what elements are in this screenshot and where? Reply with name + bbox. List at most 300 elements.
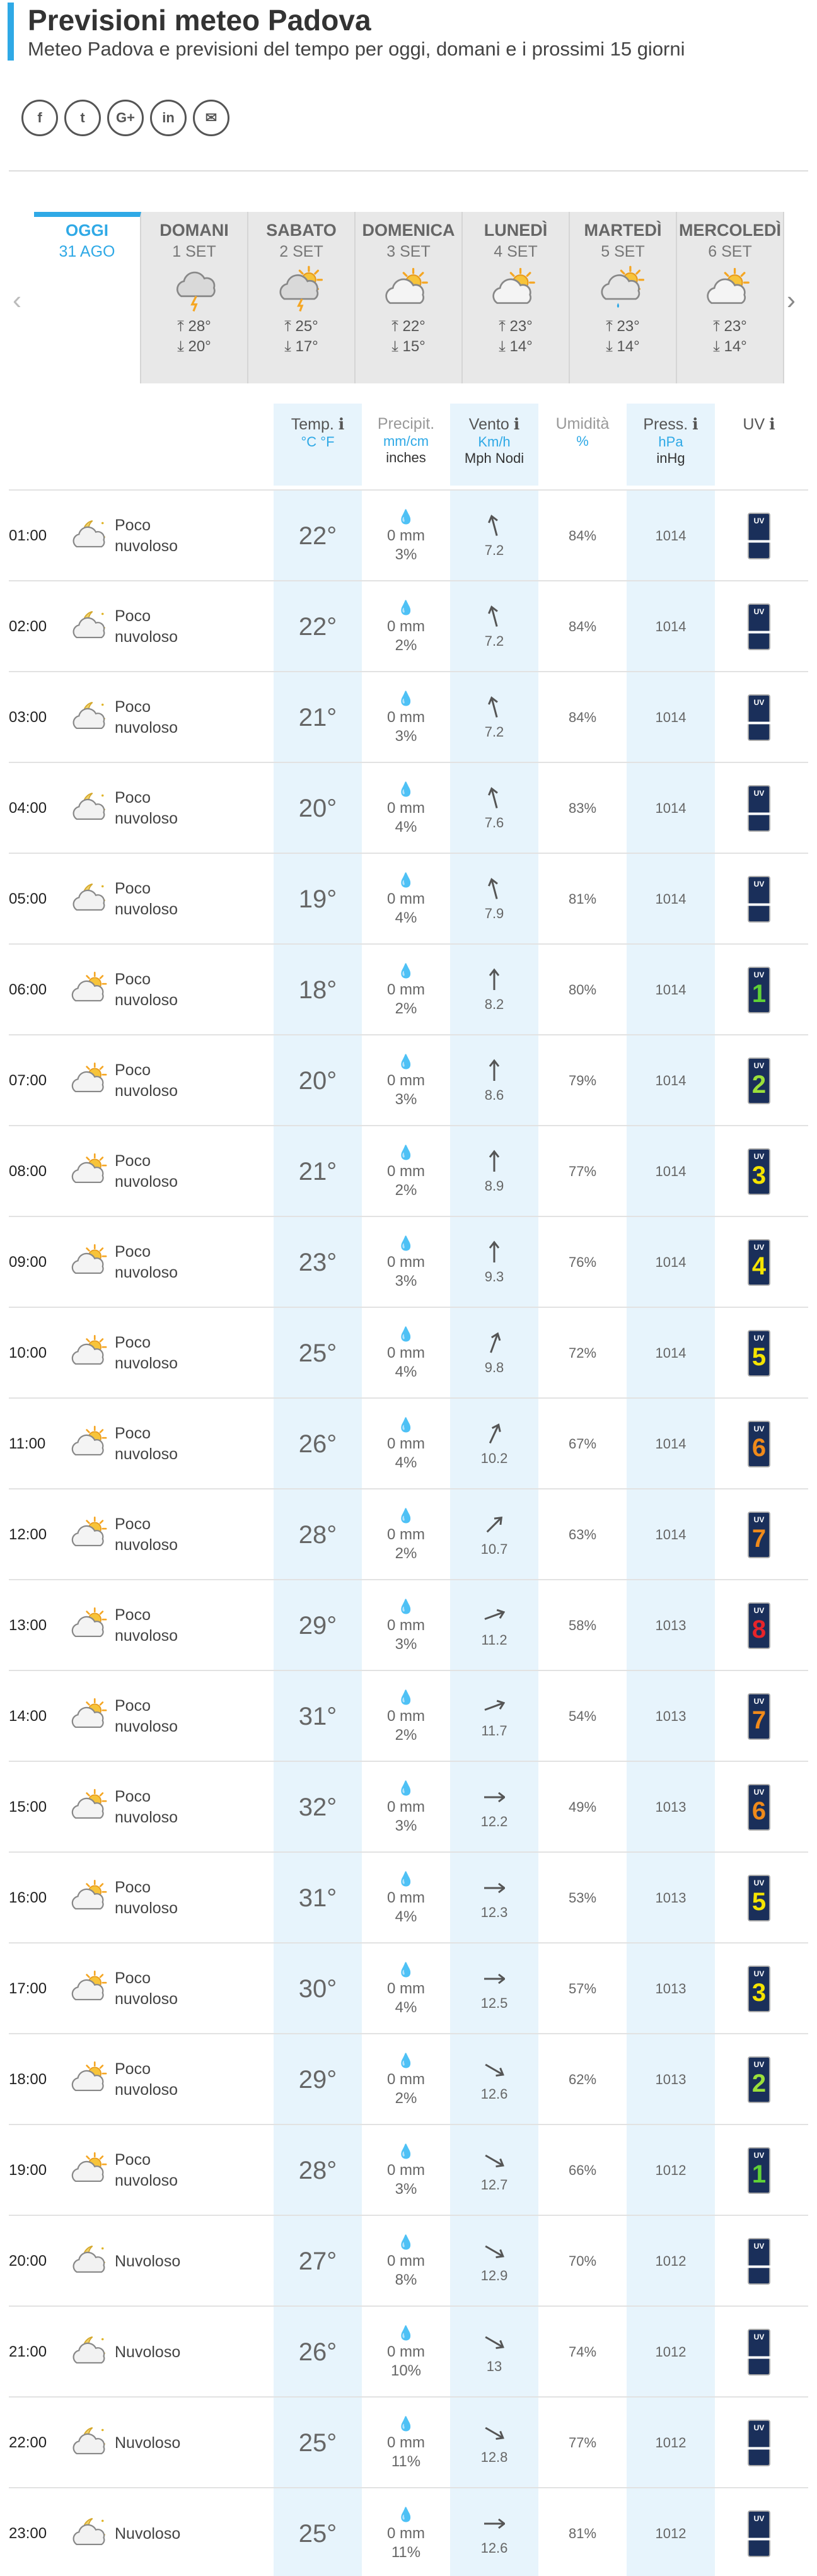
- row-uv: [715, 2307, 803, 2398]
- row-precip-amount: 0 mm: [387, 2434, 425, 2451]
- divider: [9, 170, 808, 172]
- day-max-temp: [248, 317, 354, 337]
- uv-index-badge: UV 7: [748, 1512, 770, 1558]
- row-precip-amount: 0 mm: [387, 981, 425, 998]
- chevron-right-icon[interactable]: ›: [787, 285, 796, 315]
- uv-index-value: —: [746, 2342, 772, 2370]
- row-time: 20:00: [9, 2253, 47, 2270]
- uv-index-value: —: [746, 889, 772, 917]
- row-uv: [715, 2398, 803, 2488]
- col-prec-header: [362, 404, 450, 486]
- drop-icon: 💧: [397, 1599, 415, 1614]
- table-row: [9, 489, 808, 580]
- row-description: Poco nuvoloso: [115, 1334, 178, 1372]
- row-wind-speed: 11.2: [481, 1632, 507, 1648]
- wind-direction-icon: [484, 1785, 505, 1814]
- row-wind: [450, 763, 538, 854]
- row-wind: [450, 2216, 538, 2307]
- drop-icon: 💧: [397, 2325, 415, 2341]
- row-time: 12:00: [9, 1526, 47, 1543]
- row-description: Poco nuvoloso: [115, 2151, 178, 2189]
- row-precipitation: [362, 2398, 450, 2488]
- row-pressure: 1014: [627, 854, 715, 945]
- uv-index-value: 8: [751, 1616, 767, 1643]
- row-pressure: 1014: [627, 672, 715, 763]
- col-prec-units-alt[interactable]: inches: [386, 450, 426, 465]
- min-arrow-icon: ⤓: [284, 338, 296, 355]
- row-time: 01:00: [9, 527, 47, 544]
- uv-index-badge: UV 3: [748, 1148, 770, 1195]
- table-row: [9, 762, 808, 853]
- hourly-table: [9, 489, 808, 2576]
- row-humidity: 83%: [568, 800, 597, 816]
- drop-icon: 💧: [397, 1235, 415, 1251]
- day-tab[interactable]: [677, 212, 784, 383]
- uv-index-value: 5: [751, 1888, 767, 1916]
- max-arrow-icon: ⤒: [391, 318, 403, 335]
- row-temperature: 23°: [274, 1217, 362, 1308]
- row-precip-probability: 2%: [395, 637, 417, 654]
- col-wind-title[interactable]: Vento ℹ: [468, 416, 520, 433]
- row-precip-probability: 2%: [395, 1545, 417, 1562]
- row-pressure: 1014: [627, 945, 715, 1035]
- day-max-temp-value: 25°: [295, 318, 318, 335]
- day-name: LUNEDÌ: [484, 221, 548, 240]
- row-precip-probability: 3%: [395, 1636, 417, 1653]
- uv-index-value: —: [746, 2433, 772, 2461]
- row-wind-speed: 12.6: [480, 2086, 508, 2102]
- row-temperature: 20°: [274, 763, 362, 854]
- row-temperature: 25°: [274, 2398, 362, 2488]
- table-row: [9, 853, 808, 943]
- twitter-icon[interactable]: t: [64, 100, 101, 136]
- sun-cloud-icon: [66, 1489, 116, 1580]
- day-tabs: [34, 212, 784, 383]
- min-arrow-icon: ⤓: [606, 338, 617, 355]
- row-description: Poco nuvoloso: [115, 1879, 178, 1917]
- uv-index-value: 2: [751, 2070, 767, 2097]
- row-description: Poco nuvoloso: [115, 1243, 178, 1281]
- drop-icon: 💧: [397, 1417, 415, 1433]
- row-temperature: 32°: [274, 1762, 362, 1853]
- thunder-sun-icon: [248, 264, 354, 317]
- uv-index-badge: UV 1: [748, 2147, 770, 2194]
- col-pres-header: [627, 404, 715, 486]
- row-precip-probability: 3%: [395, 2181, 417, 2198]
- day-min-temp-value: 14°: [617, 338, 640, 355]
- row-pressure: 1013: [627, 1853, 715, 1944]
- uv-index-value: 2: [751, 1071, 767, 1099]
- moon-cloud-icon: [66, 2398, 116, 2488]
- row-precipitation: [362, 1399, 450, 1489]
- sun-cloud-icon: [66, 1580, 116, 1671]
- row-humidity: 81%: [568, 891, 597, 907]
- day-tab[interactable]: [34, 212, 141, 383]
- row-wind: [450, 1308, 538, 1399]
- day-tab[interactable]: [463, 212, 570, 383]
- row-precipitation: [362, 2034, 450, 2125]
- day-date: 5 SET: [601, 243, 645, 260]
- uv-index-badge: UV —: [748, 785, 770, 832]
- row-wind-speed: 8.2: [484, 996, 504, 1012]
- row-wind-speed: 8.9: [484, 1178, 504, 1194]
- row-humidity: 66%: [568, 2162, 597, 2178]
- day-min-temp: [677, 337, 783, 357]
- row-pressure: 1014: [627, 1399, 715, 1489]
- row-precip-probability: 8%: [395, 2271, 417, 2288]
- uv-index-value: 1: [751, 980, 767, 1008]
- row-pressure: 1012: [627, 2398, 715, 2488]
- drop-icon: 💧: [397, 1780, 415, 1796]
- row-uv: [715, 945, 803, 1035]
- row-temperature: 28°: [274, 2125, 362, 2216]
- googleplus-icon[interactable]: G+: [107, 100, 144, 136]
- thunder-cloud-icon: [141, 264, 247, 317]
- wind-direction-icon: [484, 695, 505, 724]
- row-uv: [715, 491, 803, 581]
- row-wind: [450, 2125, 538, 2216]
- col-pres-units[interactable]: hPa: [658, 434, 683, 450]
- uv-index-badge: UV —: [748, 2238, 770, 2285]
- row-uv: [715, 2034, 803, 2125]
- row-wind: [450, 1489, 538, 1580]
- row-temperature: 25°: [274, 1308, 362, 1399]
- row-description: Poco nuvoloso: [115, 1061, 178, 1100]
- row-precipitation: [362, 491, 450, 581]
- row-humidity: 84%: [568, 528, 597, 544]
- row-precip-probability: 3%: [395, 728, 417, 745]
- row-wind-speed: 9.3: [484, 1269, 504, 1285]
- day-min-temp-value: 14°: [724, 338, 747, 355]
- uv-index-value: 3: [751, 1979, 767, 2007]
- table-row: [9, 671, 808, 762]
- facebook-icon[interactable]: f: [21, 100, 58, 136]
- day-date: 2 SET: [279, 243, 323, 260]
- row-wind: [450, 854, 538, 945]
- row-precip-amount: 0 mm: [387, 2162, 425, 2179]
- row-wind-speed: 8.6: [484, 1087, 504, 1103]
- row-temperature: 20°: [274, 1035, 362, 1126]
- row-time: 21:00: [9, 2343, 47, 2360]
- row-humidity: 72%: [568, 1345, 597, 1361]
- row-pressure: 1014: [627, 1308, 715, 1399]
- row-precipitation: [362, 945, 450, 1035]
- day-max-temp: [570, 317, 676, 337]
- row-humidity: 77%: [568, 2435, 597, 2451]
- col-temp-header: [274, 404, 362, 486]
- day-max-temp-value: 22°: [402, 318, 426, 335]
- row-pressure: 1014: [627, 581, 715, 672]
- uv-index-value: 7: [751, 1525, 767, 1553]
- row-uv: [715, 672, 803, 763]
- wind-direction-icon: [484, 604, 505, 633]
- day-name: DOMANI: [159, 221, 229, 240]
- row-description: Poco nuvoloso: [115, 698, 178, 737]
- uv-index-badge: UV 5: [748, 1875, 770, 1921]
- sun-cloud-icon: [66, 2034, 116, 2125]
- row-wind-speed: 7.2: [484, 724, 504, 740]
- row-pressure: 1014: [627, 1126, 715, 1217]
- row-time: 09:00: [9, 1254, 47, 1271]
- row-description: Nuvoloso: [115, 2524, 181, 2543]
- moon-cloud-icon: [66, 491, 116, 581]
- table-row: [9, 1034, 808, 1125]
- uv-index-badge: UV 2: [748, 2056, 770, 2103]
- uv-index-badge: UV 8: [748, 1602, 770, 1649]
- col-temp-units[interactable]: °C °F: [301, 434, 335, 450]
- day-date: 3 SET: [386, 243, 431, 260]
- row-description: Poco nuvoloso: [115, 1515, 178, 1554]
- row-precip-probability: 2%: [395, 1182, 417, 1199]
- day-date: 6 SET: [708, 243, 752, 260]
- row-wind-speed: 10.7: [480, 1541, 508, 1557]
- day-max-temp-value: 23°: [617, 318, 640, 335]
- row-precip-probability: 4%: [395, 1363, 417, 1380]
- day-max-temp: [463, 317, 569, 337]
- day-min-temp: [463, 337, 569, 357]
- row-time: 03:00: [9, 709, 47, 726]
- row-uv: [715, 854, 803, 945]
- row-precipitation: [362, 1762, 450, 1853]
- row-humidity: 58%: [568, 1617, 597, 1633]
- col-wind-units-alt[interactable]: Mph Nodi: [464, 450, 524, 466]
- row-wind: [450, 491, 538, 581]
- row-pressure: 1012: [627, 2488, 715, 2576]
- row-temperature: 31°: [274, 1671, 362, 1762]
- row-uv: [715, 1853, 803, 1944]
- sun-cloud-icon: [66, 1217, 116, 1308]
- wind-direction-icon: [484, 786, 505, 815]
- row-precipitation: [362, 1944, 450, 2034]
- col-hum-header: [538, 404, 627, 486]
- row-time: 23:00: [9, 2525, 47, 2542]
- row-temperature: 22°: [274, 491, 362, 581]
- row-precip-probability: 3%: [395, 1091, 417, 1108]
- uv-index-badge: UV 4: [748, 1239, 770, 1286]
- sun-cloud-icon: [66, 945, 116, 1035]
- table-row: [9, 1397, 808, 1488]
- day-name: SABATO: [266, 221, 337, 240]
- row-precip-amount: 0 mm: [387, 1798, 425, 1815]
- sun-cloud-icon: [66, 1399, 116, 1489]
- row-wind-speed: 12.2: [480, 1814, 508, 1829]
- row-precipitation: [362, 763, 450, 854]
- row-temperature: 19°: [274, 854, 362, 945]
- day-tab[interactable]: [141, 212, 248, 383]
- row-wind-speed: 11.7: [481, 1723, 507, 1739]
- row-time: 15:00: [9, 1798, 47, 1815]
- moon-cloud-icon: [66, 763, 116, 854]
- col-wind-units[interactable]: Km/h: [478, 434, 511, 450]
- moon-cloud-icon: [66, 2216, 116, 2307]
- row-precip-probability: 3%: [395, 1817, 417, 1834]
- wind-direction-icon: [484, 2239, 505, 2268]
- row-wind: [450, 672, 538, 763]
- day-min-temp-value: 17°: [295, 338, 318, 355]
- uv-index-badge: UV 7: [748, 1693, 770, 1740]
- day-tab[interactable]: [356, 212, 463, 383]
- row-precip-amount: 0 mm: [387, 1889, 425, 1906]
- sun-cloud-icon: [66, 1853, 116, 1944]
- uv-index-value: 6: [751, 1797, 767, 1825]
- drop-icon: 💧: [397, 2416, 415, 2432]
- drop-icon: 💧: [397, 600, 415, 615]
- row-precip-amount: 0 mm: [387, 2253, 425, 2270]
- drop-icon: 💧: [397, 509, 415, 525]
- row-description: Poco nuvoloso: [115, 1425, 178, 1463]
- row-uv: [715, 2125, 803, 2216]
- row-precip-amount: 0 mm: [387, 618, 425, 635]
- drop-icon: 💧: [397, 2143, 415, 2159]
- wind-direction-icon: [484, 1058, 505, 1087]
- max-arrow-icon: ⤒: [284, 318, 296, 335]
- row-precipitation: [362, 1308, 450, 1399]
- row-humidity: 84%: [568, 619, 597, 634]
- col-prec-units[interactable]: mm/cm: [383, 433, 429, 449]
- row-description: Poco nuvoloso: [115, 880, 178, 918]
- col-temp-title[interactable]: Temp. ℹ: [291, 416, 345, 433]
- day-max-temp-value: 23°: [509, 318, 533, 335]
- table-row: [9, 1670, 808, 1761]
- row-uv: [715, 1762, 803, 1853]
- wind-direction-icon: [484, 1149, 505, 1178]
- row-time: 07:00: [9, 1072, 47, 1089]
- sun-cloud-icon: [66, 1762, 116, 1853]
- row-precipitation: [362, 1853, 450, 1944]
- row-description: Poco nuvoloso: [115, 607, 178, 646]
- row-temperature: 28°: [274, 1489, 362, 1580]
- row-pressure: 1013: [627, 1762, 715, 1853]
- moon-cloud-icon: [66, 672, 116, 763]
- day-tab[interactable]: [570, 212, 677, 383]
- row-pressure: 1013: [627, 2034, 715, 2125]
- chevron-left-icon[interactable]: ‹: [13, 285, 21, 315]
- drop-icon: 💧: [397, 963, 415, 979]
- wind-direction-icon: [484, 2148, 505, 2177]
- row-wind: [450, 2034, 538, 2125]
- page-subtitle: Meteo Padova e previsioni del tempo per oggi, domani e i prossimi 15 giorni: [28, 38, 685, 60]
- moon-cloud-icon: [66, 581, 116, 672]
- uv-index-value: 4: [751, 1252, 767, 1280]
- wind-direction-icon: [484, 877, 505, 906]
- table-row: [9, 1488, 808, 1579]
- uv-index-value: —: [746, 798, 772, 826]
- table-row: [9, 2033, 808, 2124]
- row-precip-amount: 0 mm: [387, 709, 425, 726]
- uv-index-badge: UV 5: [748, 1330, 770, 1377]
- row-precipitation: [362, 1035, 450, 1126]
- row-uv: [715, 1035, 803, 1126]
- row-temperature: 21°: [274, 1126, 362, 1217]
- page-title: Previsioni meteo Padova: [28, 4, 371, 37]
- row-time: 17:00: [9, 1980, 47, 1997]
- row-pressure: 1013: [627, 1671, 715, 1762]
- sun-cloud-icon: [66, 1308, 116, 1399]
- drop-icon: 💧: [397, 1508, 415, 1524]
- uv-index-badge: UV 3: [748, 1966, 770, 2012]
- linkedin-icon[interactable]: in: [150, 100, 187, 136]
- row-precip-probability: 3%: [395, 1273, 417, 1290]
- row-humidity: 77%: [568, 1163, 597, 1179]
- min-arrow-icon: ⤓: [177, 338, 188, 355]
- row-uv: [715, 1399, 803, 1489]
- min-arrow-icon: ⤓: [391, 338, 403, 355]
- row-wind-speed: 7.2: [484, 542, 504, 558]
- row-precip-amount: 0 mm: [387, 1435, 425, 1452]
- row-wind: [450, 2307, 538, 2398]
- wind-direction-icon: [484, 1421, 505, 1450]
- max-arrow-icon: ⤒: [177, 318, 188, 335]
- empty-icon: [34, 264, 140, 317]
- moon-cloud-icon: [66, 854, 116, 945]
- sun-cloud-icon: [66, 1035, 116, 1126]
- row-time: 04:00: [9, 800, 47, 817]
- row-uv: [715, 1580, 803, 1671]
- row-precipitation: [362, 1671, 450, 1762]
- sun-cloud-icon: [66, 1126, 116, 1217]
- row-wind-speed: 9.8: [484, 1360, 504, 1375]
- row-temperature: 25°: [274, 2488, 362, 2576]
- email-icon[interactable]: ✉: [193, 100, 229, 136]
- day-name: OGGI: [66, 221, 108, 240]
- row-wind: [450, 945, 538, 1035]
- row-description: Poco nuvoloso: [115, 789, 178, 827]
- col-uv-title[interactable]: UV ℹ: [743, 416, 775, 433]
- row-precipitation: [362, 2125, 450, 2216]
- row-description: Poco nuvoloso: [115, 1152, 178, 1191]
- row-temperature: 29°: [274, 2034, 362, 2125]
- row-precipitation: [362, 2488, 450, 2576]
- wind-direction-icon: [484, 2420, 505, 2449]
- day-date: 1 SET: [172, 243, 216, 260]
- row-precipitation: [362, 1489, 450, 1580]
- row-temperature: 26°: [274, 2307, 362, 2398]
- row-uv: [715, 2488, 803, 2576]
- col-pres-units-alt[interactable]: inHg: [656, 450, 685, 466]
- col-pres-title[interactable]: Press. ℹ: [643, 416, 698, 433]
- wind-direction-icon: [484, 1603, 505, 1632]
- row-humidity: 70%: [568, 2253, 597, 2269]
- row-uv: [715, 1489, 803, 1580]
- day-max-temp: [356, 317, 461, 337]
- drop-icon: 💧: [397, 1326, 415, 1342]
- wind-direction-icon: [484, 967, 505, 996]
- row-wind: [450, 581, 538, 672]
- drop-icon: 💧: [397, 691, 415, 706]
- day-min-temp: [356, 337, 461, 357]
- row-description: Poco nuvoloso: [115, 1697, 178, 1735]
- row-wind: [450, 1399, 538, 1489]
- min-arrow-icon: ⤓: [713, 338, 724, 355]
- drop-icon: 💧: [397, 1962, 415, 1978]
- row-description: Poco nuvoloso: [115, 2060, 178, 2099]
- day-min-temp: [248, 337, 354, 357]
- row-humidity: 80%: [568, 982, 597, 998]
- uv-index-value: 7: [751, 1706, 767, 1734]
- row-temperature: 21°: [274, 672, 362, 763]
- day-tab[interactable]: [248, 212, 356, 383]
- row-humidity: 54%: [568, 1708, 597, 1724]
- col-prec-title: Precipit.: [377, 415, 435, 433]
- row-wind-speed: 7.9: [484, 906, 504, 921]
- row-temperature: 30°: [274, 1944, 362, 2034]
- table-row: [9, 580, 808, 671]
- uv-index-value: 6: [751, 1434, 767, 1462]
- day-date: 31 AGO: [59, 243, 115, 260]
- row-description: Poco nuvoloso: [115, 970, 178, 1009]
- wind-direction-icon: [484, 2511, 505, 2540]
- day-min-temp-value: 15°: [402, 338, 426, 355]
